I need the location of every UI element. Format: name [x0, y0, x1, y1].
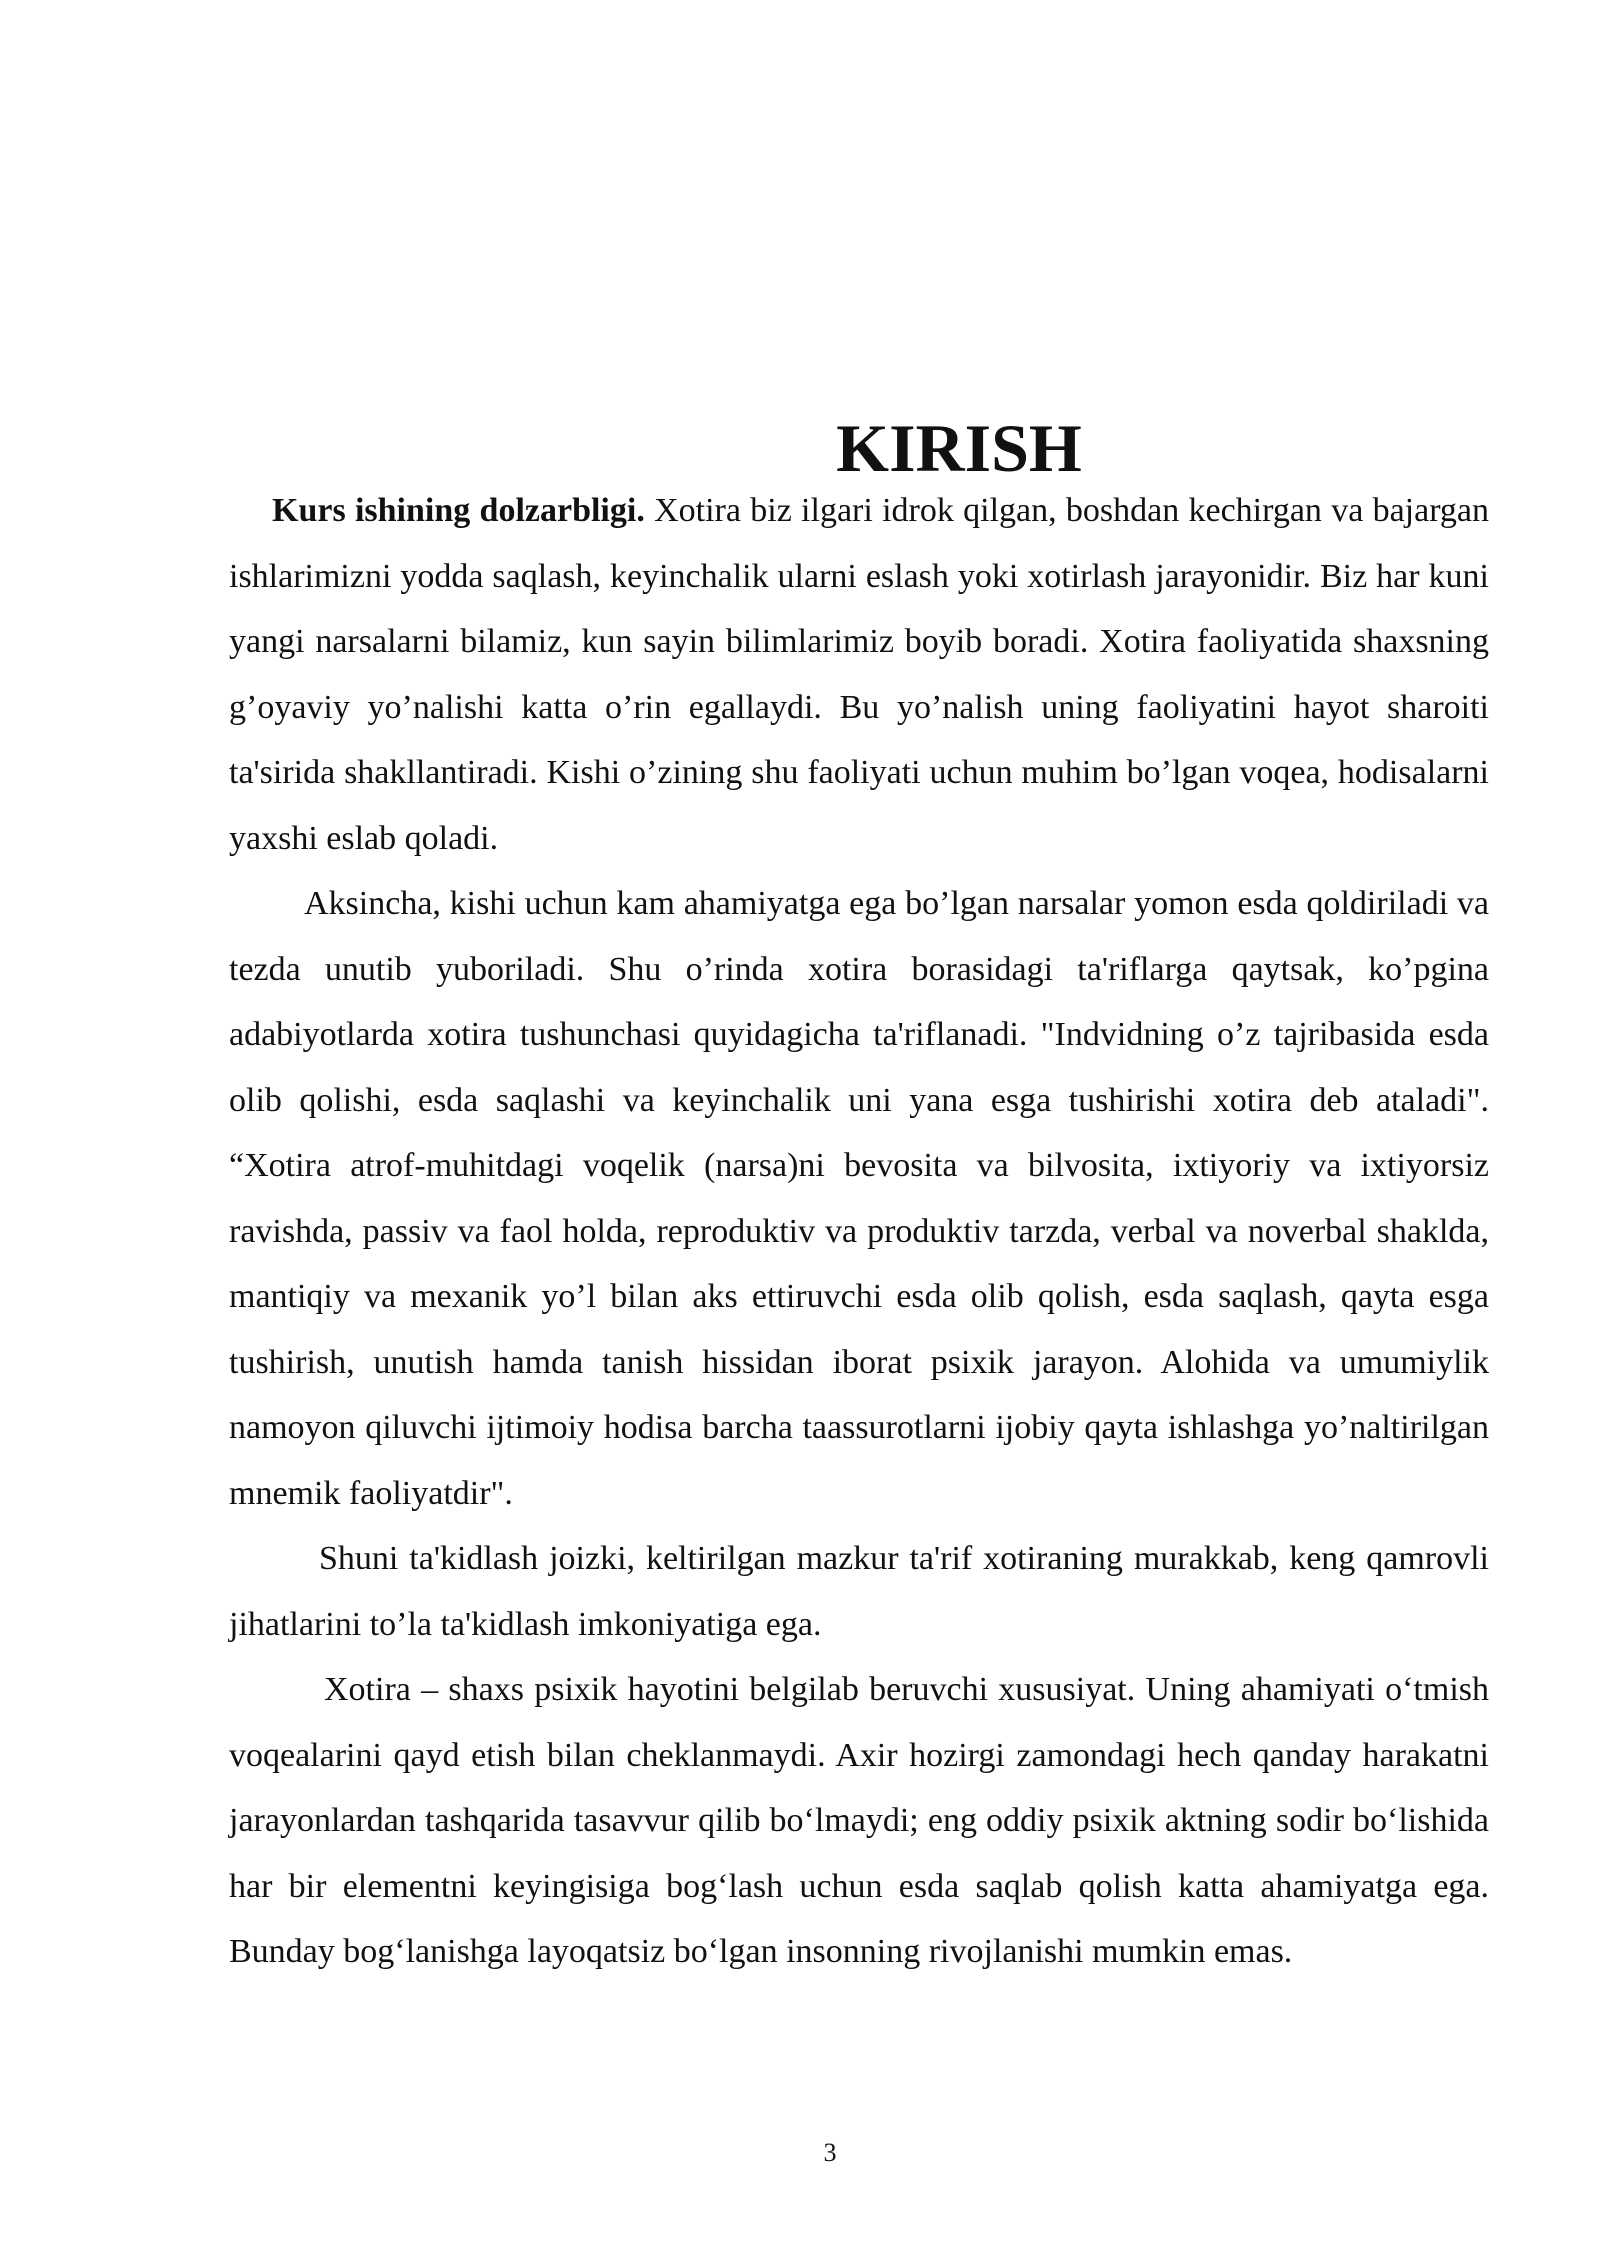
paragraph-text: Xotira biz ilgari idrok qilgan, boshdan kechirgan va bajargan ishlarimizni yodda saqlash, keyinchalik ularni eslash yoki xotirlash jarayonidir. Biz har kuni yangi narsalarni bilamiz, kun sayin bilimlarimiz boyib boradi. Xotira faoliyatida shaxsning g’oyaviy yo’nalishi katta o’rin egallaydi. Bu yo’nalish uning faoliyatini hayot sharoiti ta'sirida shakllantiradi. Kishi o’zining shu faoliyati uchun muhim bo’lgan voqea, hodisalarni yaxshi eslab qoladi.: [229, 492, 1490, 857]
paragraph: Xotira – shaxs psixik hayotini belgilab beruvchi xususiyat. Uning ahamiyati o‘tmish voqealarini qayd etish bilan cheklanmaydi. Axir hozirgi zamondagi hech qanday harakatni jarayonlardan tashqarida tasavvur qilib bo‘lmaydi; eng oddiy psixik aktning sodir bo‘lishida har bir elementni keyingisiga bog‘lash uchun esda saqlab qolish katta ahamiyatga ega. Bunday bog‘lanishga layoqatsiz bo‘lgan insonning rivojlanishi mumkin emas.: [229, 1671, 1489, 1970]
page-number: 3: [823, 2138, 837, 2167]
paragraph: Aksincha, kishi uchun kam ahamiyatga ega bo’lgan narsalar yomon esda qoldiriladi va tezda unutib yuboriladi. Shu o’rinda xotira borasidagi ta'riflarga qaytsak, ko’pgina adabiyotlarda xotira tushunchasi quyidagicha ta'riflanadi. "Indvidning o’z tajribasida esda olib qolishi, esda saqlashi va keyinchalik uni yana esga tushirishi xotira deb ataladi". “Xotira atrof-muhitdagi voqelik (narsa)ni bevosita va bilvosita, ixtiyoriy va ixtiyorsiz ravishda, passiv va faol holda, reproduktiv va produktiv tarzda, verbal va noverbal shaklda, mantiqiy va mexanik yo’l bilan aks ettiruvchi esda olib qolish, esda saqlash, qayta esga tushirish, unutish hamda tanish hissidan iborat psixik jarayon. Alohida va umumiylik namoyon qiluvchi ijtimoiy hodisa barcha taassurotlarni ijobiy qayta ishlashga yo’naltirilgan mnemik faoliyatdir".: [229, 885, 1489, 1512]
paragraph: Shuni ta'kidlash joizki, keltirilgan mazkur ta'rif xotiraning murakkab, keng qamrovli jihatlarini to’la ta'kidlash imkoniyatiga ega.: [229, 1540, 1489, 1643]
document-body: [229, 410, 1490, 1985]
paragraph-lead-heading: Kurs ishining dolzarbligi.: [272, 492, 645, 529]
paragraph-relevance: [229, 478, 1489, 871]
page-title: KIRISH: [836, 410, 1082, 486]
